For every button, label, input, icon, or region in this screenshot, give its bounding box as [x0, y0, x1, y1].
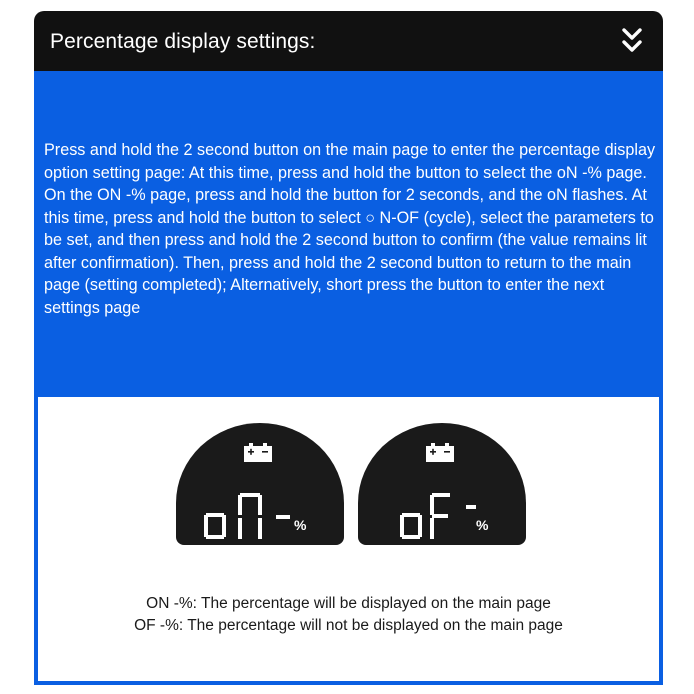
caption-of: OF -%: The percentage will not be displayed on the main page	[134, 617, 563, 634]
double-chevron-down-icon[interactable]	[621, 25, 643, 57]
percent-symbol: %	[476, 517, 489, 533]
battery-icon	[425, 443, 455, 463]
percent-symbol: %	[294, 517, 307, 533]
display-examples-panel	[34, 397, 663, 685]
lcd-screen-of	[358, 423, 526, 545]
lcd-screen-on	[176, 423, 344, 545]
instructions-panel	[34, 71, 663, 397]
header-title: Percentage display settings:	[50, 30, 316, 53]
battery-icon	[243, 443, 273, 463]
caption-on: ON -%: The percentage will be displayed on the main page	[146, 595, 551, 612]
section-header	[34, 11, 663, 71]
instructions-text: Press and hold the 2 second button on the main page to enter the percentage display option setting page: At this time, press and hold the button to select the oN -% page. On the ON -% page, press and hold the button for 2 seconds, and the oN flashes. At this time, press and hold the button to select ○ N-OF (cycle), select the parameters to be set, and then press and hold the 2 second button to confirm (the value remains lit after confirmation). Then, press and hold the 2 second button to return to the main page (setting completed); Alternatively, short press the button to enter the next settings page	[44, 141, 656, 317]
